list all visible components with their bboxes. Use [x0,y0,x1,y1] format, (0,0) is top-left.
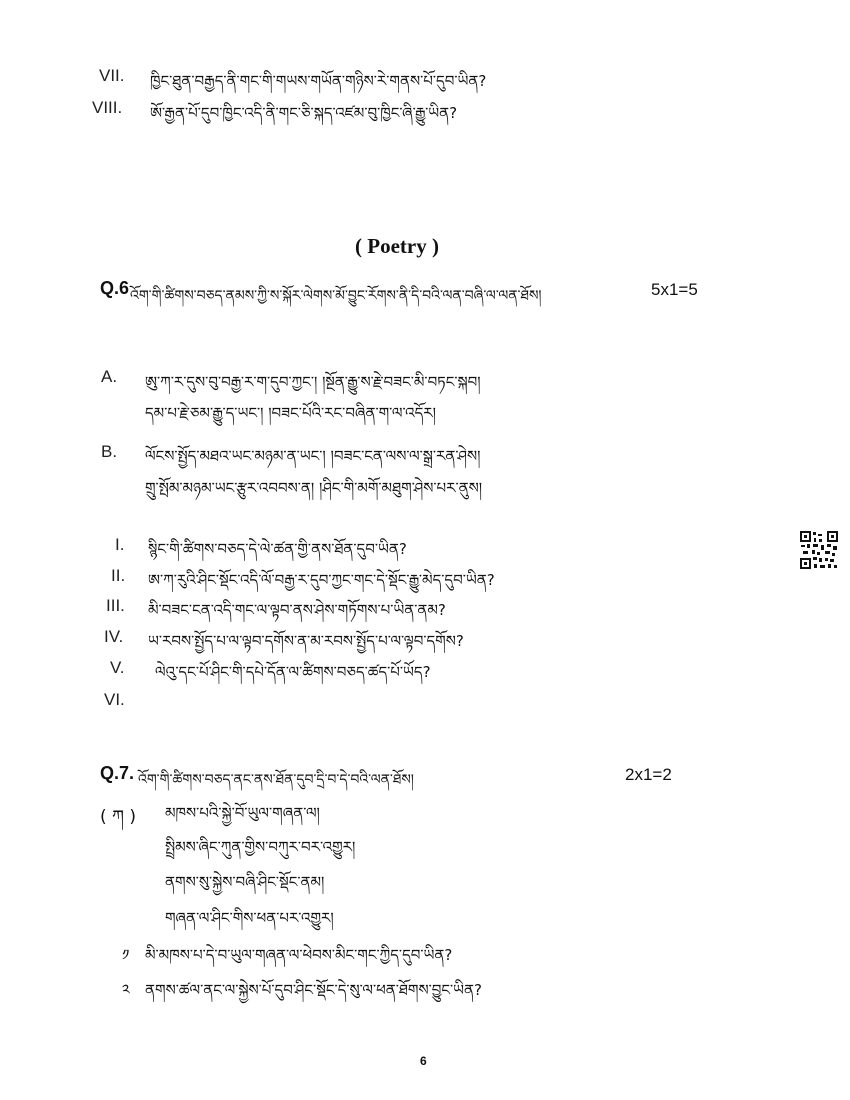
question-text: ཨོ་རྒྱན་པོ་དུབ་ཁྱིང་འདི་ནི་གང་ཅི་སྐད་འཛམ་བུ་ཁྱིང་ཞི་རྒྱུ་ཡིན? [150,104,458,122]
question-instruction: འོག་གི་ཚིགས་བཅད་ནམས་ཀྱི་ས་སྐོར་ལེགས་མོ་བྱུང་རོགས་ནི་དི་བའི་ལན་བཞི་ལ་ལན་ཐོས། [130,288,542,304]
subquestion-number: ༡ [122,946,130,964]
subquestion-text: མི་བཟང་ངན་འདི་གང་ལ་ལྟབ་ནས་ཤེས་གཏོགས་པ་ཡིན་ནམ? [148,601,446,619]
verse-label: A. [101,367,118,386]
section-heading: ( Poetry ) [355,234,439,258]
subquestion-text: ལེའུ་དང་པོ་ཤིང་གི་དཔེ་དོན་ལ་ཚིགས་བཅད་ཚད་པོ་ཡོད? [155,663,431,681]
marks-allocation: 5x1=5 [651,280,698,299]
question-label: Q.7. [100,763,135,783]
verse-line: ཨུ་ཀ་ར་དུས་བུ་བརྒྱ་ར་ག་དུབ་ཀྱང་། །སྔོན་རྒྱུ་ས་རྗེ་བཟང་མི་བཏང་སྐབ། [145,373,481,391]
stanza-line: སྤྲིམས་ཞིང་ཀུན་གྱིས་བཀུར་བར་འགྱུར། [165,838,356,856]
subquestion-text: ཡ་རབས་སྤྱོད་པ་ལ་ལྟབ་དགོས་ན་མ་རབས་སྤྱོད་པ་ལ་ལྟབ་དགོས? [148,632,464,650]
subquestion-number: V. [110,658,125,677]
stanza-line: གཞན་ལ་ཤིང་གིས་ཕན་པར་འགྱུར། [165,909,334,927]
page-number: 6 [420,1054,427,1068]
verse-line: དམ་པ་རྗེ་ཅམ་རྒྱུ་ད་ཡང་། །བཟང་པོའི་རང་བཞིན་ག་ལ་འདོར། [145,404,436,422]
stanza-line: མཁས་པའི་སྐྱེ་བོ་ཡུལ་གཞན་ལ། [165,804,320,822]
verse-line: ལོངས་སྤྱོད་མཐའ་ཡང་མཉམ་ན་ཡང་། །བཟང་ངན་ལས་ལ་སྒྲ་རན་ཤེས། [145,447,481,465]
subquestion-number: I. [115,535,125,554]
stanza-line: ནགས་སུ་སྐྱེས་བཞི་ཤིང་སྡོང་ནམ། [165,873,325,891]
stanza-label: ( ཀ ) [100,807,137,827]
verse-label: B. [101,442,118,461]
subquestion-number: ༢ [122,981,130,999]
question-number: VII. [99,66,125,85]
qr-code [799,530,839,570]
subquestion-number: VI. [104,690,125,709]
question-instruction: འོག་གི་ཚིགས་བཅད་ནང་ནས་ཐོན་དུབ་དྲི་བ་དེ་བའི་ལན་ཐོས། [138,772,414,788]
subquestion-number: III. [106,596,125,615]
marks-allocation: 2x1=2 [625,765,672,784]
subquestion-text: མི་མཁས་པ་དེ་བ་ཡུལ་གཞན་ལ་ཕེབས་མིང་གང་ཀྱིད་དུབ་ཡིན? [145,946,453,964]
subquestion-text: སྙིང་གི་ཚིགས་བཅད་དེ་ལེ་ཚན་གྱི་ནས་ཐོན་དུབ་ཡིན? [148,540,407,558]
question-label: Q.6 [100,278,130,298]
subquestion-number: IV. [104,627,124,646]
question-number: VIII. [92,98,123,117]
subquestion-number: II. [111,566,126,585]
verse-line: གྲུ་སྤོམ་མཉམ་ཡང་རྩུར་འབབས་ན། །ཤིང་གི་མགོ་མཐུག་ཤེས་པར་ནུས། [145,479,483,497]
question-text: ཁྱིང་ཐུན་བརྒྱད་ནི་གང་གི་གཡས་གཡོན་གཉིས་རེ་གནས་པོ་དུབ་ཡིན? [150,72,487,90]
subquestion-text: ཨ་ཀ་རུའི་ཤིང་སྡོང་འདི་ལོ་བརྒྱ་ར་དུབ་ཀྱང་གང་དེ་སྡོང་རྒྱུ་མེད་དུབ་ཡིན? [148,571,495,589]
subquestion-text: ནགས་ཚལ་ནང་ལ་སྐྱེས་པོ་དུབ་ཤིང་སྡོང་དེ་སུ་ལ་ཕན་ཐོགས་བྱུང་ཡིན? [145,981,483,999]
